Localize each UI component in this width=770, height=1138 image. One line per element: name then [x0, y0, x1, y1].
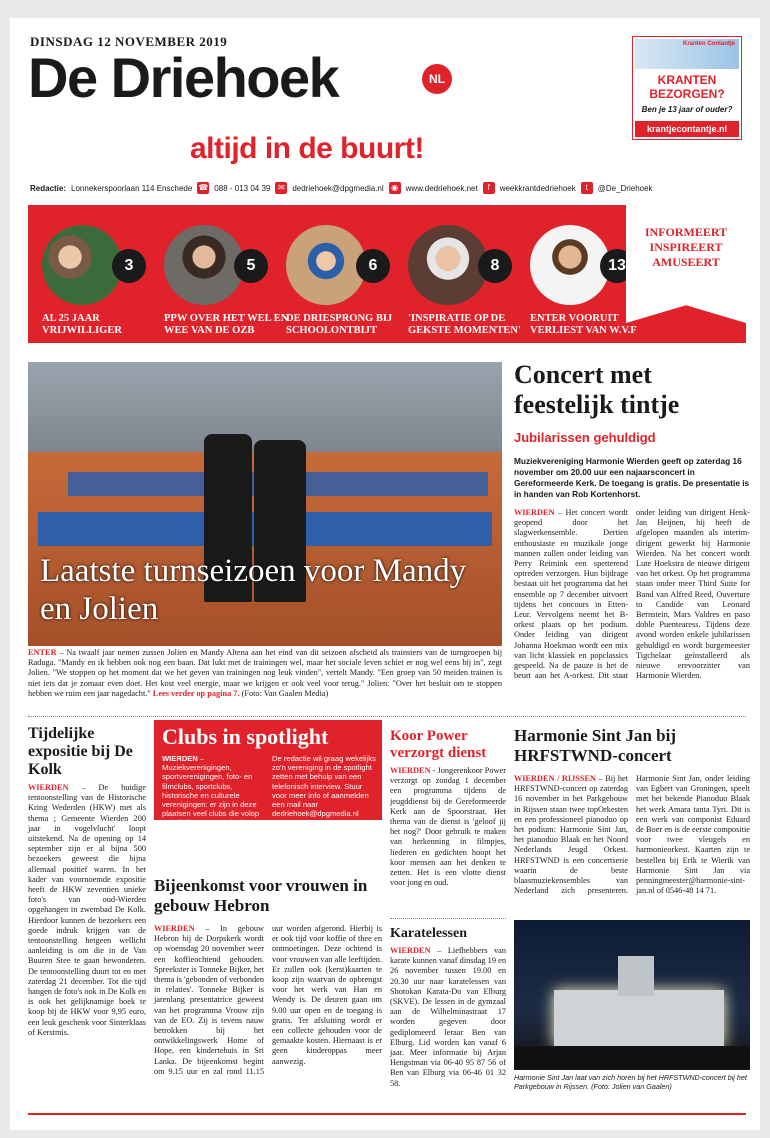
article-text: – Het concert wordt geopend door het slagwerkensemble. Dertien enthousiaste en muzikale jonge mannen zullen onder leiding van Perry Reimink een spetterend optreden verzorgen. Hun bijdrage bestaat uit het programma dat het ensemble op 7 december uitvoert tijdens het concours in Etten-Leur. Vervolgens neemt het B-orkest plaats op het podium. Onder leiding van dirigent Johanna Hoekman wordt een mix van licht klassiek en popclassics gespeeld. Na de pauze is het de beurt aan het A-orkest. Dit staat onder leiding van dirigent Henk-Jan Heijnen, hij heeft de afgelopen maanden als interim-dirigent gewerkt bij Harmonie Wierden. Na het concert wordt Lute Hoekstra de nieuwe dirigent van het orkest. Op het programma staan onder meer Third Suite for Band van Alfred Reed, Ouverture to Candide van Leonard Bernstein, Mars Valdres en paso doble Puentearess. Tijdens deze avond worden enkele jubilarissen gehuldigd en wordt burgemeester Tigchelaar geïnstalleerd als nieuwe erevoorzitter van Harmonie Wierden. — [514, 508, 750, 681]
concert-subheadline: Jubilarissen gehuldigd — [514, 430, 656, 445]
main-article-photo — [28, 362, 502, 646]
page-number: 6 — [356, 249, 390, 283]
ad-url[interactable]: krantjecontantje.nl — [635, 121, 739, 137]
clubs-spotlight-box — [154, 720, 382, 846]
photo-background — [28, 362, 502, 452]
read-more-link[interactable]: Lees verder op pagina 7. — [150, 688, 240, 698]
ad-image — [635, 39, 739, 69]
teaser-caption: DE DRIESPRONG BIJ SCHOOLONTBIJT — [286, 313, 393, 336]
koor-headline: Koor Power verzorgt dienst — [390, 728, 487, 761]
article-text: – De huidige tentoonstelling van de Historische Kring Wederden (HKW) met als thema ; Gemeente Wierden 200 jaar in vogelvlucht' loopt uitstekend. Na de opening op 14 september zijn er al bijna 500 bezoekers geweest die bijna allemaal positief waren. In het kader van voornoemde expositie heeft de HKW zeventien unieke foto's van oud-Wierden opgehangen in zwembad De Kolk. Hierdoor kunnen de bezoekers een goede indruk krijgen van de tentoonstelling hetgeen wellicht aanleiding is om die in de Van Buuren Stee te gaan bewonderen. De tentoonstelling duurt tot en met zaterdag 21 december. Tot die tijd hangen de foto's ook in De Kolk en is ook het gelijknamige boek te koop bij de HKW voor 9,95 euro, een leuk geschenk voor Sinterklaas of Kerstmis. — [28, 783, 146, 1037]
teaser-photo — [164, 225, 244, 305]
dateline: WIERDEN — [390, 946, 431, 955]
phone-icon: ☎ — [198, 183, 209, 192]
photo-credit: (Foto: Van Gaalen Media) — [239, 688, 329, 698]
teaser-photo — [42, 225, 122, 305]
building-shape — [554, 990, 724, 1046]
ad-headline: KRANTEN BEZORGEN? — [649, 73, 725, 101]
teaser-caption: AL 25 JAAR VRIJWILLIGER — [42, 313, 122, 336]
ad-subline: Ben je 13 jaar of ouder? — [641, 105, 733, 114]
main-article-body — [28, 648, 502, 699]
clubs-right-text: De redactie wil graag wekelijks zo'n vereniging in de spotlight zetten met behulp van een telefonisch interview. Stuur voor meer info of aanmelden een mail naar dedriehoek@dpgmedia.nl — [272, 754, 376, 819]
karate-body — [390, 946, 506, 1089]
contact-facebook[interactable]: weekkrantdedriehoek — [499, 183, 576, 193]
dateline: WIERDEN — [162, 754, 198, 763]
paper-title: De Driehoek — [28, 46, 339, 109]
teaser-photo — [408, 225, 488, 305]
teaser-banner — [28, 205, 746, 343]
dateline: WIERDEN — [390, 766, 431, 775]
page-number: 8 — [478, 249, 512, 283]
bijeenkomst-body — [154, 924, 382, 1077]
page-bottom-rule — [28, 1113, 746, 1115]
contact-email[interactable]: dedriehoek@dpgmedia.nl — [292, 183, 384, 193]
clubs-headline: Clubs in spotlight — [162, 724, 329, 749]
page-number: 13 — [600, 249, 634, 283]
page-number: 3 — [112, 249, 146, 283]
article-text: – Muziekverenigingen, sportverenigingen, foto- en filmclubs, sportclubs, historische en culturele verenigingen: er zijn in deze plaatsen veel clubs die volop actief zijn en grotendeels draaien met hulp van vrijwilligers. — [162, 754, 260, 846]
teaser-caption: PPW OVER HET WEL EN WEE VAN DE OZB — [164, 313, 289, 336]
expositie-body — [28, 783, 146, 1038]
ad-kranten-bezorgen[interactable] — [632, 36, 742, 140]
article-text: – Na twaalf jaar nemen zussen Jolien en Mandy Altena aan het eind van dit seizoen afscheid als trainsters van de turngroepen bij Raduga. "Mandy en ik hebben ook nog een baan. Dat lukt met de trainingen wel, maar het sociale leven schiet er nog wel eens bij in", zegt Jolien. "We stoppen op het moment dat we het geven van trainingen nog leuk vinden", vertelt Mandy. "Een groep van 50 meiden trainen is niet iets dat je zomaar even doet. Het kost veel energie, maar we krijgen er ook veel voor terug." Jolien: "Over het besluit om te stoppen hebben we ruim een jaar nagedacht." — [28, 648, 502, 698]
ad-brand: Kranten Contantje — [682, 41, 735, 47]
photo-ground — [514, 1046, 750, 1070]
newspaper-page — [10, 18, 760, 1130]
concert-intro: Muziekvereniging Harmonie Wierden geeft op zaterdag 16 november om 20.00 uur een najaarsconcert in Gereformeerde Kerk. De toegang is gratis. De presentatie is in handen van Rob Kortenhorst. — [514, 456, 750, 499]
teaser-caption: ENTER VOORUIT VERLIEST VAN W.V.F — [530, 313, 637, 336]
dateline: WIERDEN — [28, 783, 69, 792]
article-text: – Liefhebbers van karate kunnen vanaf dinsdag 19 en 26 november tussen 19.00 en 20.30 uur naar karatelessen van Shotokan Karata-Do van Elburg (SKVE). De lessen in de gymzaal aan de Wilhelminastraat 17 worden gegeven door gediplomeerd leraar Ben van Elburg. Lid worden kan vanaf 6 jaar. Meer informatie bij Arjan Hengstman via 06-40 95 87 56 of Ben van Elburg via 06-46 01 32 58. — [390, 946, 506, 1088]
contact-phone[interactable]: 088 - 013 04 39 — [214, 183, 271, 193]
clubs-left-text — [162, 754, 266, 846]
teaser-caption: 'INSPIRATIE OP DE GEKSTE MOMENTEN' — [408, 313, 521, 336]
web-icon: ◉ — [389, 182, 401, 194]
contact-web[interactable]: www.dedriehoek.net — [405, 183, 478, 193]
section-divider — [28, 716, 746, 717]
article-text: - Jongerenkoor Power verzorgt op zondag 1 december een programma tijdens de jeugddienst bij de Gereformeerde Kerk aan de Spoorstraat. Het thema van de dienst is 'geloof jij het nog?' Door gebruik te maken van herkenning in filmpjes, liederen en gedichten hoopt het koor mensen aan het denken te zetten. Het is een vlotte dienst voor jong en oud. — [390, 766, 506, 888]
bijeenkomst-headline: Bijeenkomst voor vrouwen in gebouw Hebron — [154, 876, 368, 915]
concert-body — [514, 508, 750, 681]
teaser-photo — [286, 225, 366, 305]
contact-address: Lonnekerspoorlaan 114 Enschede — [71, 183, 193, 193]
karate-headline: Karatelessen — [390, 926, 467, 941]
issue-date: DINSDAG 12 NOVEMBER 2019 — [30, 34, 228, 49]
building-tower — [618, 956, 654, 996]
harmonie-photo-caption: Harmonie Sint Jan laat van zich horen bij het HRFSTWND-concert bij het Parkgebouw in Rijssen. (Foto: Jolien van Gaalen) — [514, 1073, 747, 1091]
contact-bar — [30, 181, 750, 195]
article-text: – In gebouw Hebron bij de Dorpskerk wordt op woensdag 20 november weer een koffieochtend gehouden. Spreekster is Tonneke Bijker, het thema is 'gebonden of verbonden in relaties'. Tonneke Bijker is jarenlang presentatrice geweest van het programma Vrouw zijn van de EO. Zij is tevens nauw betrokken bij het ontwikkelingswerk Home of Hope, een kindertehuis in Sri Lanka. De bijeenkomst begint om 9.15 uur en zal rond 11.15 uur worden afgerond. Hierbij is er ook tijd voor koffie of thee en ontmoetingen. Deze ochtend is voor vrouwen van alle leeftijden. Er zullen ook (kerst)kaarten te koop zijn waarvan de opbrengst voor het werk van Han en Wendy is. De deuren gaan om 9.00 uur open en de toegang is gratis. Ter afsluiting wordt er een collecte gehouden voor de gemaakte kosten. Hiernaast is er geen kinderoppas meer aanwezig. — [154, 924, 382, 1076]
expositie-headline: Tijdelijke expositie bij De Kolk — [28, 725, 133, 778]
tagline: altijd in de buurt! — [190, 132, 424, 165]
email-icon: ✉ — [275, 182, 287, 194]
article-text: – Bij het HRFSTWND-concert op zaterdag 16 november in het Parkgebouw in Rijssen staan twee topOrkesten en een professioneel pianoduo op het podium: Harmonie Sint Jan, het pianoduo Blaak en het Noord Nederlands Jeugd Orkest. HRFSTWND is een concertserie waarin de beste blaasmuziekensembles van Nederland zich presenteren. Harmonie Sint Jan, onder leiding van Egbert van Groningen, speelt met het bekende Pianoduo Blaak het werk Amara tanta Tyri. Dit is een werk van componist Eduard de Boer en is de eerste compositie voor twee vleugels en harmonieorkest. Kaarten zijn te bestellen bij Erik te Wierik van Harmonie Sint Jan via penningmeester@harmonie-sint-jan.nl of 0546-48 14 71. — [514, 774, 750, 896]
contact-twitter[interactable]: @De_Driehoek — [597, 183, 653, 193]
section-divider — [390, 918, 506, 919]
twitter-icon: t — [581, 182, 593, 194]
harmonie-body — [514, 774, 750, 896]
contact-label: Redactie: — [30, 183, 67, 193]
dateline: ENTER — [28, 648, 57, 657]
dateline: WIERDEN — [514, 508, 555, 517]
harmonie-headline: Harmonie Sint Jan bij HRFSTWND-concert — [514, 726, 676, 765]
koor-body — [390, 766, 506, 888]
main-headline: Laatste turnseizoen voor Mandy en Jolien — [40, 553, 467, 627]
concert-headline: Concert met feestelijk tintje — [514, 360, 680, 419]
harmonie-photo — [514, 920, 750, 1070]
facebook-icon: f — [483, 182, 495, 194]
nl-badge: NL — [422, 64, 452, 94]
teaser-photo — [530, 225, 610, 305]
dateline: WIERDEN — [154, 924, 195, 933]
page-number: 5 — [234, 249, 268, 283]
slogan-text: INFORMEERT INSPIREERT AMUSEERT — [644, 225, 728, 269]
dateline: WIERDEN / RIJSSEN — [514, 774, 597, 783]
